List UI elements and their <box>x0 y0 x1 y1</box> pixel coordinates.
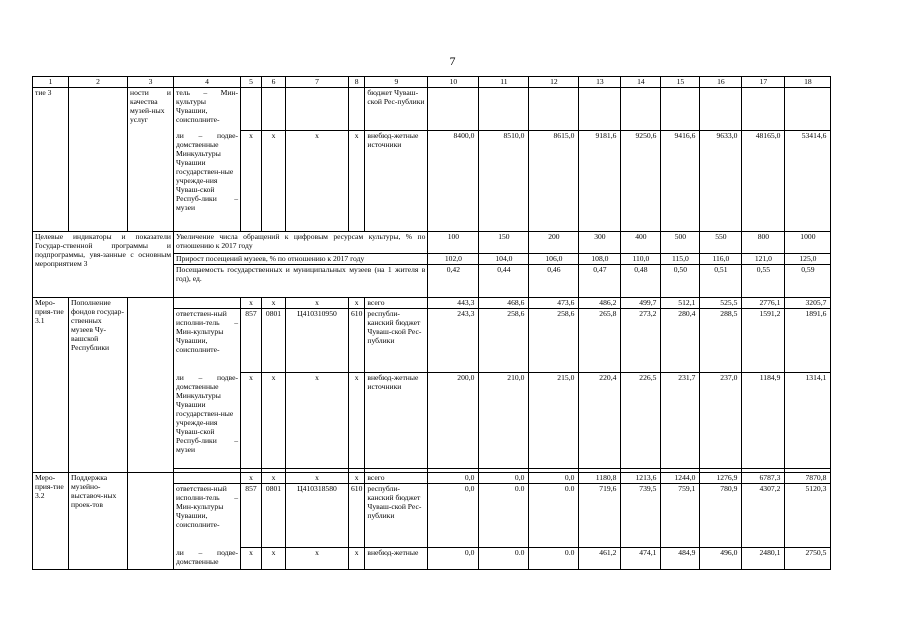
code-cell: Ц410318580 <box>286 484 349 548</box>
value-cell: 3205,7 <box>785 298 831 309</box>
value-cell: 461,2 <box>579 548 621 570</box>
value-cell: 1213,6 <box>621 473 661 484</box>
code-cell: x <box>241 131 262 232</box>
value-cell: 719,6 <box>579 484 621 548</box>
indicator-value: 800 <box>742 232 785 254</box>
value-cell: 7870,8 <box>785 473 831 484</box>
value-cell: 220,4 <box>579 373 621 469</box>
column-number: 6 <box>262 77 286 88</box>
responsible-executor: ли – подве-домственные Минкультуры Чувашии государствен-ные учрежде-ния Чуваш-ской Респуб-лики – музеи <box>174 131 241 232</box>
code-cell: x <box>241 473 262 484</box>
value-cell: 258,6 <box>479 309 529 373</box>
code-cell: x <box>349 131 365 232</box>
indicator-value: 0,59 <box>785 265 831 298</box>
column-number: 17 <box>742 77 785 88</box>
responsible-executor: ли – подве-домственные <box>174 548 241 570</box>
code-cell: 857 <box>241 309 262 373</box>
value-cell: 210,0 <box>479 373 529 469</box>
measure-goal-cont: ности и качества музей-ных услуг <box>128 88 174 232</box>
table-row <box>33 88 831 131</box>
value-cell: 739,5 <box>621 484 661 548</box>
value-cell: 8615,0 <box>529 131 579 232</box>
value-cell: 8510,0 <box>479 131 529 232</box>
measure-label-cont: тие 3 <box>33 88 69 232</box>
indicator-value: 104,0 <box>479 254 529 265</box>
measure-3-1-total-row <box>33 298 831 309</box>
value-cell: 265,8 <box>579 309 621 373</box>
code-cell: x <box>286 473 349 484</box>
column-number: 16 <box>700 77 742 88</box>
column-number: 14 <box>621 77 661 88</box>
code-cell: x <box>286 131 349 232</box>
value-cell: 474,1 <box>621 548 661 570</box>
column-number: 12 <box>529 77 579 88</box>
measure-name: Поддержка музейно-выставоч-ных проек-тов <box>69 473 128 570</box>
code-cell: 610 <box>349 309 365 373</box>
code-cell: 0801 <box>262 309 286 373</box>
value-cell: 0,0 <box>428 473 479 484</box>
value-cell: 5120,3 <box>785 484 831 548</box>
indicator-row <box>33 232 831 254</box>
code-cell: x <box>262 298 286 309</box>
indicator-text: Увеличение числа обращений к цифровым ресурсам культуры, % по отношению к 2017 году <box>174 232 428 254</box>
indicator-value: 116,0 <box>700 254 742 265</box>
indicator-value: 550 <box>700 232 742 254</box>
code-cell: x <box>241 548 262 570</box>
indicator-value: 500 <box>661 232 700 254</box>
value-cell: 9250,6 <box>621 131 661 232</box>
indicator-value: 106,0 <box>529 254 579 265</box>
measure-label: Меро-прия-тие 3.1 <box>33 298 69 473</box>
value-cell: 258,6 <box>529 309 579 373</box>
value-cell: 0.0 <box>529 548 579 570</box>
code-cell: x <box>349 548 365 570</box>
column-number: 4 <box>174 77 241 88</box>
code-cell: x <box>349 373 365 469</box>
value-cell: 1314,1 <box>785 373 831 469</box>
value-cell: 1184,9 <box>742 373 785 469</box>
measure-name-cont <box>69 88 128 232</box>
indicator-value: 100 <box>428 232 479 254</box>
value-cell: 9633,0 <box>700 131 742 232</box>
value-cell: 1276,9 <box>700 473 742 484</box>
code-cell: x <box>286 548 349 570</box>
code-cell: x <box>349 298 365 309</box>
value-cell: 53414,6 <box>785 131 831 232</box>
code-cell: Ц410310950 <box>286 309 349 373</box>
value-cell: 473,6 <box>529 298 579 309</box>
funding-source: бюджет Чуваш-ской Рес-публики <box>365 88 428 131</box>
code-cell: 0801 <box>262 484 286 548</box>
value-cell: 1591,2 <box>742 309 785 373</box>
column-number: 8 <box>349 77 365 88</box>
value-cell: 499,7 <box>621 298 661 309</box>
column-number: 1 <box>33 77 69 88</box>
responsible-executor: ли – подве-домственные Минкультуры Чувашии государствен-ные учрежде-ния Чуваш-ской Респуб-лики – музеи <box>174 373 241 469</box>
value-cell: 2480,1 <box>742 548 785 570</box>
indicator-value: 0,46 <box>529 265 579 298</box>
indicators-label: Целевые индикаторы и показатели Государ-ственной программы и подпрограммы, увя-занные с основным мероприятием 3 <box>33 232 174 298</box>
column-number: 2 <box>69 77 128 88</box>
value-cell: 525,5 <box>700 298 742 309</box>
funding-source: внебюд-жетные <box>365 548 428 570</box>
code-cell: x <box>286 373 349 469</box>
code-cell: x <box>241 373 262 469</box>
value-cell: 1891,6 <box>785 309 831 373</box>
value-cell: 4307,2 <box>742 484 785 548</box>
value-cell: 9181,6 <box>579 131 621 232</box>
value-cell: 226,5 <box>621 373 661 469</box>
value-cell: 443,3 <box>428 298 479 309</box>
measure-3-2-total-row <box>33 473 831 484</box>
program-resource-table <box>32 76 831 570</box>
indicator-value: 115,0 <box>661 254 700 265</box>
code-cell: x <box>286 298 349 309</box>
funding-source: всего <box>365 298 428 309</box>
responsible-executor: ответствен-ный исполни-тель – Мин-культуры Чувашии, соисполните- <box>174 484 241 548</box>
code-cell: x <box>262 373 286 469</box>
column-number: 9 <box>365 77 428 88</box>
value-cell: 484,9 <box>661 548 700 570</box>
measure-name: Пополнение фондов государ-ственных музеев Чу-вашской Республики <box>69 298 128 473</box>
value-cell: 759,1 <box>661 484 700 548</box>
value-cell: 780,9 <box>700 484 742 548</box>
value-cell: 280,4 <box>661 309 700 373</box>
indicator-value: 0,47 <box>579 265 621 298</box>
indicator-value: 102,0 <box>428 254 479 265</box>
value-cell: 200,0 <box>428 373 479 469</box>
value-cell: 8400,0 <box>428 131 479 232</box>
value-cell: 2776,1 <box>742 298 785 309</box>
indicator-value: 300 <box>579 232 621 254</box>
code-cell: x <box>262 131 286 232</box>
value-cell: 273,2 <box>621 309 661 373</box>
column-number-row <box>33 77 831 88</box>
value-cell: 237,0 <box>700 373 742 469</box>
value-cell: 0,0 <box>479 473 529 484</box>
value-cell: 512,1 <box>661 298 700 309</box>
value-cell: 9416,6 <box>661 131 700 232</box>
indicator-value: 0,48 <box>621 265 661 298</box>
indicator-value: 150 <box>479 232 529 254</box>
column-number: 3 <box>128 77 174 88</box>
code-cell: 857 <box>241 484 262 548</box>
indicator-value: 0,42 <box>428 265 479 298</box>
responsible-executor: тель – Мин-культуры Чувашии, соисполните- <box>174 88 241 131</box>
value-cell: 496,0 <box>700 548 742 570</box>
value-cell: 0,0 <box>428 548 479 570</box>
page-number: 7 <box>449 54 456 68</box>
value-cell: 6787,3 <box>742 473 785 484</box>
column-number: 7 <box>286 77 349 88</box>
funding-source: внебюд-жетные источники <box>365 131 428 232</box>
indicator-value: 0,44 <box>479 265 529 298</box>
indicator-value: 400 <box>621 232 661 254</box>
value-cell: 48165,0 <box>742 131 785 232</box>
code-cell: 610 <box>349 484 365 548</box>
column-number: 13 <box>579 77 621 88</box>
indicator-value: 0,55 <box>742 265 785 298</box>
indicator-value: 125,0 <box>785 254 831 265</box>
value-cell: 486,2 <box>579 298 621 309</box>
indicator-value: 1000 <box>785 232 831 254</box>
value-cell: 288,5 <box>700 309 742 373</box>
indicator-text: Прирост посещений музеев, % по отношению к 2017 году <box>174 254 428 265</box>
indicator-value: 0,50 <box>661 265 700 298</box>
column-number: 5 <box>241 77 262 88</box>
indicator-value: 0,51 <box>700 265 742 298</box>
value-cell: 0.0 <box>529 484 579 548</box>
value-cell: 243,3 <box>428 309 479 373</box>
value-cell: 2750,5 <box>785 548 831 570</box>
value-cell: 1180,8 <box>579 473 621 484</box>
column-number: 11 <box>479 77 529 88</box>
responsible-executor: ответствен-ный исполни-тель – Мин-культуры Чувашии, соисполните- <box>174 309 241 373</box>
funding-source: внебюд-жетные источники <box>365 373 428 469</box>
indicator-value: 108,0 <box>579 254 621 265</box>
value-cell: 468,6 <box>479 298 529 309</box>
indicator-value: 110,0 <box>621 254 661 265</box>
value-cell: 0,0 <box>529 473 579 484</box>
column-number: 10 <box>428 77 479 88</box>
funding-source: всего <box>365 473 428 484</box>
value-cell: 1244,0 <box>661 473 700 484</box>
value-cell: 215,0 <box>529 373 579 469</box>
column-number: 15 <box>661 77 700 88</box>
funding-source: республи-канский бюджет Чуваш-ской Рес-публики <box>365 309 428 373</box>
indicator-value: 121,0 <box>742 254 785 265</box>
column-number: 18 <box>785 77 831 88</box>
measure-label: Меро-прия-тие 3.2 <box>33 473 69 570</box>
indicator-value: 200 <box>529 232 579 254</box>
indicator-text: Посещаемость государственных и муниципальных музеев (на 1 жителя в год), ед. <box>174 265 428 298</box>
funding-source: республи-канский бюджет Чуваш-ской Рес-публики <box>365 484 428 548</box>
code-cell: x <box>262 473 286 484</box>
code-cell: x <box>349 473 365 484</box>
value-cell: 0.0 <box>479 484 529 548</box>
value-cell: 0,0 <box>428 484 479 548</box>
value-cell: 231,7 <box>661 373 700 469</box>
code-cell: x <box>241 298 262 309</box>
value-cell: 0.0 <box>479 548 529 570</box>
code-cell: x <box>262 548 286 570</box>
